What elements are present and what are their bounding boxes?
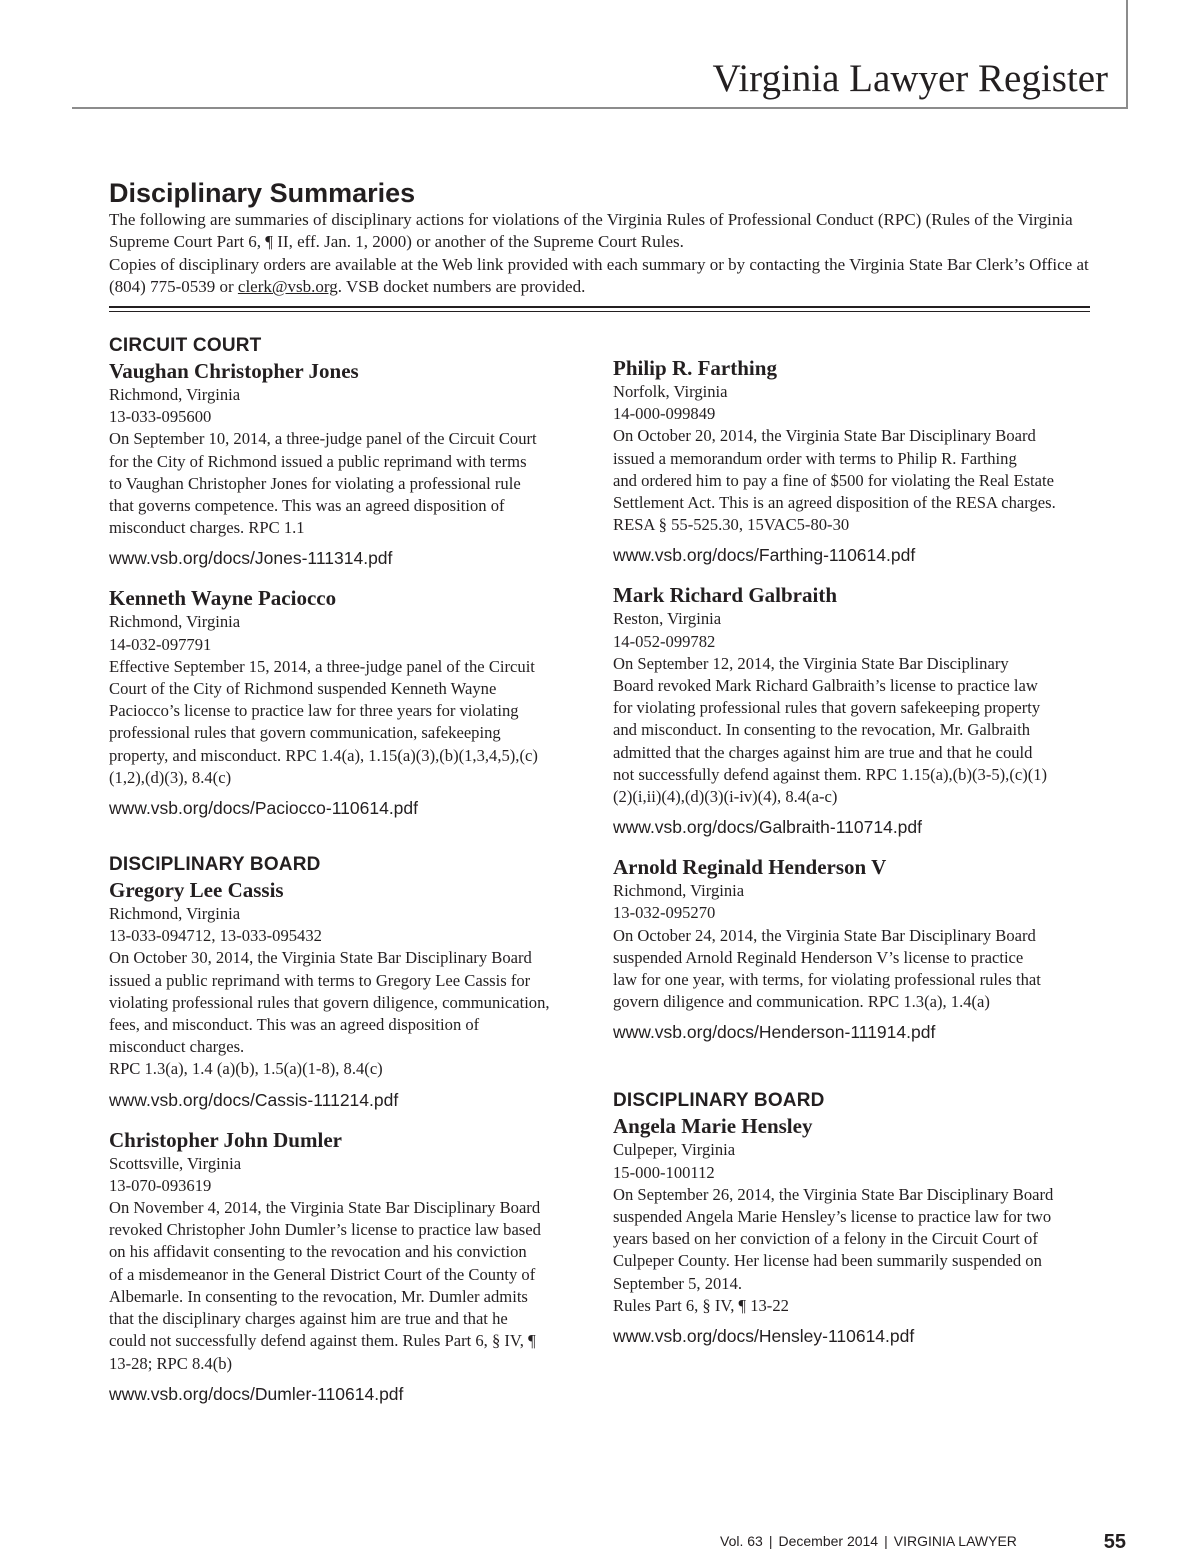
spacer bbox=[109, 835, 589, 853]
order-link[interactable]: www.vsb.org/docs/Farthing-110614.pdf bbox=[613, 545, 916, 566]
summary-line: could not successfully defend against them. Rules Part 6, § IV, ¶ bbox=[109, 1331, 536, 1351]
attorney-name: Kenneth Wayne Paciocco bbox=[109, 586, 337, 611]
order-link[interactable]: www.vsb.org/docs/Dumler-110614.pdf bbox=[109, 1383, 404, 1404]
summary-entry-farthing bbox=[613, 355, 1095, 566]
running-header-title: Virginia Lawyer Register bbox=[712, 57, 1108, 100]
summary-line: issued a public reprimand with terms to Gregory Lee Cassis for bbox=[109, 970, 531, 990]
summary-line: On September 26, 2014, the Virginia State Bar Disciplinary Board bbox=[613, 1184, 1054, 1204]
summary-line: not successfully defend against them. RPC 1.15(a),(b)(3-5),(c)(1) bbox=[613, 764, 1048, 784]
attorney-name: Vaughan Christopher Jones bbox=[109, 359, 359, 383]
summary-line: Settlement Act. This is an agreed disposition of the RESA charges. bbox=[613, 493, 1056, 513]
summary-line: for the City of Richmond issued a public reprimand with terms bbox=[109, 451, 527, 471]
summary-line: and misconduct. In consenting to the revocation, Mr. Galbraith bbox=[613, 720, 1031, 740]
category-heading-disciplinary-board: DISCIPLINARY BOARD bbox=[613, 1090, 825, 1112]
intro-paragraph-2-start: Copies of disciplinary orders are available at the Web link provided with each summary or by contacting the Virginia State Bar Clerk’s Office at (804) 775-0539 or bbox=[109, 254, 1089, 297]
summary-line: Effective September 15, 2014, a three-judge panel of the Circuit bbox=[109, 656, 535, 676]
summary-line: Board revoked Mark Richard Galbraith’s license to practice law bbox=[613, 676, 1038, 696]
summary-line: Culpeper County. Her license had been summarily suspended on bbox=[613, 1251, 1042, 1271]
summary-line: that governs competence. This was an agreed disposition of bbox=[109, 496, 505, 516]
summary-entry-henderson bbox=[613, 854, 1095, 1043]
summary-line: RESA § 55-525.30, 15VAC5-80-30 bbox=[613, 515, 850, 535]
section-title: Disciplinary Summaries bbox=[109, 178, 416, 208]
docket-number: 13-033-095600 bbox=[109, 407, 212, 427]
summary-line: misconduct charges. bbox=[109, 1037, 245, 1057]
summary-line: Court of the City of Richmond suspended Kenneth Wayne bbox=[109, 679, 497, 699]
summary-entry-cassis bbox=[109, 877, 589, 1111]
summary-line: September 5, 2014. bbox=[613, 1273, 743, 1293]
attorney-name: Mark Richard Galbraith bbox=[613, 583, 837, 608]
summary-line: On October 24, 2014, the Virginia State Bar Disciplinary Board bbox=[613, 925, 1036, 945]
order-link[interactable]: www.vsb.org/docs/Henderson-111914.pdf bbox=[613, 1022, 936, 1043]
docket-number: 14-000-099849 bbox=[613, 404, 716, 424]
summary-line: violating professional rules that govern diligence, communication, bbox=[109, 992, 550, 1012]
summary-line: for violating professional rules that govern safekeeping property bbox=[613, 698, 1041, 718]
summary-line: property, and misconduct. RPC 1.4(a), 1.15(a)(3),(b)(1,3,4,5),(c) bbox=[109, 745, 538, 765]
footer-separator: | bbox=[768, 1533, 773, 1549]
category-heading-circuit-court: CIRCUIT COURT bbox=[109, 335, 262, 356]
attorney-location: Scottsville, Virginia bbox=[109, 1153, 242, 1173]
intro-paragraph-2-end: . VSB docket numbers are provided. bbox=[337, 277, 586, 297]
summary-line: professional rules that govern communication, safekeeping bbox=[109, 723, 501, 743]
attorney-name: Philip R. Farthing bbox=[613, 356, 777, 380]
attorney-name: Arnold Reginald Henderson V bbox=[613, 855, 887, 880]
left-column bbox=[109, 334, 589, 1421]
section-divider-thick bbox=[109, 306, 1090, 308]
attorney-location: Culpeper, Virginia bbox=[613, 1140, 736, 1160]
footer-separator: | bbox=[884, 1533, 888, 1549]
summary-line: law for one year, with terms, for violating professional rules that bbox=[613, 970, 1041, 990]
summary-entry-galbraith bbox=[613, 582, 1095, 838]
summary-entry-paciocco bbox=[109, 585, 589, 819]
summary-line: (2)(i,ii)(4),(d)(3)(i-iv)(4), 8.4(a-c) bbox=[613, 787, 838, 807]
summary-line: and ordered him to pay a fine of $500 for violating the Real Estate bbox=[613, 470, 1054, 490]
summary-line: On September 10, 2014, a three-judge panel of the Circuit Court bbox=[109, 429, 537, 449]
docket-number: 13-033-094712, 13-033-095432 bbox=[109, 926, 322, 946]
summary-line: govern diligence and communication. RPC 1.3(a), 1.4(a) bbox=[613, 992, 990, 1012]
order-link[interactable]: www.vsb.org/docs/Jones-111314.pdf bbox=[109, 548, 393, 569]
summary-line: (1,2),(d)(3), 8.4(c) bbox=[109, 767, 232, 787]
attorney-location: Richmond, Virginia bbox=[613, 881, 745, 901]
summary-line: Albemarle. In consenting to the revocation, Mr. Dumler admits bbox=[109, 1286, 528, 1306]
attorney-location: Richmond, Virginia bbox=[109, 904, 241, 924]
summary-line: RPC 1.3(a), 1.4 (a)(b), 1.5(a)(1-8), 8.4(c) bbox=[109, 1059, 383, 1079]
attorney-location: Norfolk, Virginia bbox=[613, 382, 728, 401]
attorney-location: Richmond, Virginia bbox=[109, 385, 241, 404]
summary-line: years based on her conviction of a felony in the Circuit Court of bbox=[613, 1229, 1038, 1249]
summary-entry-jones bbox=[109, 358, 589, 569]
summary-line: issued a memorandum order with terms to Philip R. Farthing bbox=[613, 448, 1017, 468]
attorney-name: Angela Marie Hensley bbox=[613, 1114, 813, 1139]
footer-date: December 2014 bbox=[778, 1533, 879, 1549]
summary-line: fees, and misconduct. This was an agreed disposition of bbox=[109, 1015, 480, 1035]
summary-line: that the disciplinary charges against him are true and that he bbox=[109, 1309, 508, 1329]
attorney-name: Gregory Lee Cassis bbox=[109, 878, 284, 903]
summary-line: suspended Angela Marie Hensley’s license to practice law for two bbox=[613, 1207, 1052, 1227]
docket-number: 13-070-093619 bbox=[109, 1175, 212, 1195]
clerk-email-link[interactable]: clerk@vsb.org bbox=[237, 277, 338, 297]
summary-line: On October 30, 2014, the Virginia State Bar Disciplinary Board bbox=[109, 948, 532, 968]
summary-line: suspended Arnold Reginald Henderson V’s license to practice bbox=[613, 947, 1024, 967]
summary-line: of a misdemeanor in the General District Court of the County of bbox=[109, 1264, 536, 1284]
summary-line: misconduct charges. RPC 1.1 bbox=[109, 518, 305, 538]
intro-paragraph-1: The following are summaries of disciplinary actions for violations of the Virginia Rules of Professional Conduct (RPC) (Rules of the Virginia Supreme Court Part 6, ¶ II, eff. Jan. 1, 2000) or another of the Supreme Court Rules. bbox=[109, 210, 1073, 252]
attorney-name: Christopher John Dumler bbox=[109, 1127, 342, 1152]
header-horizontal-rule bbox=[72, 107, 1128, 109]
footer-volume: Vol. 63 bbox=[720, 1533, 763, 1549]
summary-line: On October 20, 2014, the Virginia State Bar Disciplinary Board bbox=[613, 426, 1036, 446]
summary-line: to Vaughan Christopher Jones for violating a professional rule bbox=[109, 473, 521, 493]
summary-line: On November 4, 2014, the Virginia State Bar Disciplinary Board bbox=[109, 1198, 541, 1218]
page-number: 55 bbox=[1103, 1531, 1126, 1553]
footer-magazine: VIRGINIA LAWYER bbox=[893, 1533, 1017, 1549]
order-link[interactable]: www.vsb.org/docs/Hensley-110614.pdf bbox=[613, 1326, 915, 1347]
category-heading-disciplinary-board: DISCIPLINARY BOARD bbox=[109, 854, 321, 876]
attorney-location: Reston, Virginia bbox=[613, 609, 722, 629]
summary-entry-hensley bbox=[613, 1113, 1095, 1347]
summary-line: revoked Christopher John Dumler’s license to practice law based bbox=[109, 1220, 541, 1240]
docket-number: 14-052-099782 bbox=[613, 631, 716, 651]
summary-line: Paciocco’s license to practice law for three years for violating bbox=[109, 701, 519, 721]
summary-line: On September 12, 2014, the Virginia State Bar Disciplinary bbox=[613, 653, 1009, 673]
header-vertical-rule bbox=[1126, 0, 1128, 108]
section-divider-thin bbox=[109, 311, 1090, 312]
spacer bbox=[613, 1059, 1095, 1089]
summary-line: on his affidavit consenting to the revocation and his conviction bbox=[109, 1242, 527, 1262]
page-footer bbox=[720, 1532, 1017, 1550]
docket-number: 15-000-100112 bbox=[613, 1162, 715, 1182]
attorney-location: Richmond, Virginia bbox=[109, 612, 241, 632]
summary-line: 13-28; RPC 8.4(b) bbox=[109, 1353, 233, 1373]
order-link[interactable]: www.vsb.org/docs/Cassis-111214.pdf bbox=[109, 1089, 399, 1110]
intro-paragraph-2 bbox=[109, 254, 1094, 299]
order-link[interactable]: www.vsb.org/docs/Galbraith-110714.pdf bbox=[613, 817, 923, 838]
summary-entry-dumler bbox=[109, 1127, 589, 1405]
intro-text bbox=[109, 209, 1094, 299]
right-column bbox=[613, 355, 1095, 1363]
order-link[interactable]: www.vsb.org/docs/Paciocco-110614.pdf bbox=[109, 798, 419, 819]
summary-line: admitted that the charges against him are true and that he could bbox=[613, 742, 1033, 762]
summary-line: Rules Part 6, § IV, ¶ 13-22 bbox=[613, 1295, 789, 1315]
docket-number: 14-032-097791 bbox=[109, 634, 212, 654]
docket-number: 13-032-095270 bbox=[613, 903, 716, 923]
